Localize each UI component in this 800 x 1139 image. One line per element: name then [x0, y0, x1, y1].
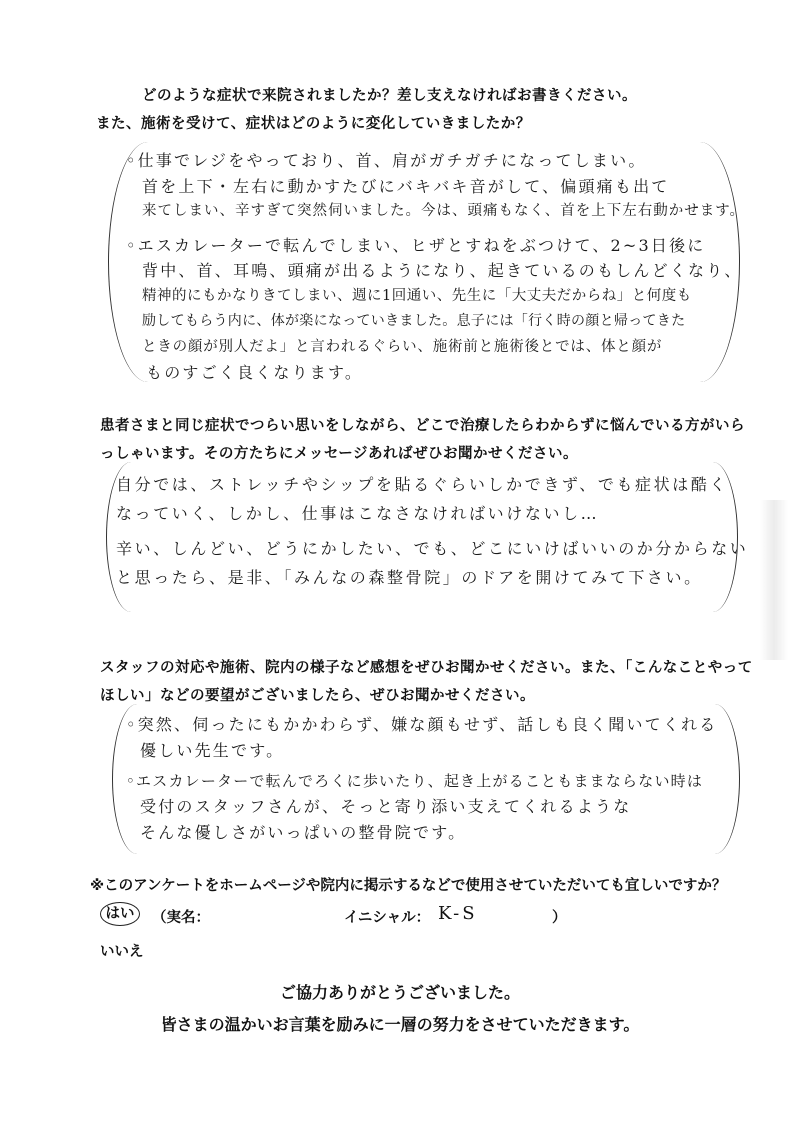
question-message-line1: 患者さまと同じ症状でつらい思いをしながら、どこで治療したらわからずに悩んでいる方がいら	[100, 418, 745, 434]
answer-line: 来てしまい、辛すぎて突然伺いました。今は、頭痛もなく、首を上下左右動かせます。	[142, 203, 746, 219]
question-symptoms-line2: また、施術を受けて、症状はどのように変化していきましたか？	[96, 116, 531, 132]
realname-label: （実名：	[152, 910, 210, 926]
consent-yes-circled[interactable]: はい	[100, 902, 140, 926]
answer-line: 優しい先生です。	[140, 741, 285, 760]
answer-line: 背中、首、耳鳴、頭痛が出るようになり、起きているのもしんどくなり、	[142, 261, 743, 280]
answer-line: と思ったら、是非、「みんなの森整骨院」のドアを開けてみて下さい。	[116, 568, 703, 587]
answer-feedback	[126, 712, 717, 846]
consent-no[interactable]: いいえ	[100, 944, 144, 960]
answer-line: ◦突然、伺ったにもかかわらず、嫌な顔もせず、話しも良く聞いてくれる	[126, 715, 718, 734]
close-paren: ）	[552, 910, 567, 926]
answer-line: 受付のスタッフさんが、そっと寄り添い支えてくれるような	[140, 797, 632, 816]
initial-label: イニシャル：	[344, 910, 431, 926]
question-feedback-line2: ほしい」などの要望がございましたら、ぜひお聞かせください。	[100, 688, 535, 704]
question-message-line2: っしゃいます。その方たちにメッセージあればぜひお聞かせください。	[100, 446, 578, 462]
question-symptoms-line1: どのような症状で来院されましたか？差し支えなければお書きください。	[142, 88, 637, 104]
question-feedback	[100, 654, 753, 710]
answer-line: ◦仕事でレジをやっており、首、肩がガチガチになってしまい。	[126, 151, 647, 170]
initial-value: K-S	[438, 903, 478, 924]
answer-line: ときの顔が別人だよ」と言われるぐらい、施術前と施術後とでは、体と顔が	[142, 338, 663, 355]
answer-symptoms	[126, 148, 745, 386]
question-feedback-line1: スタッフの対応や施術、院内の様子など感想をぜひお聞かせください。また、「こんなことやって	[100, 660, 753, 676]
answer-line: 自分では、ストレッチやシップを貼るぐらいしかできず、でも症状は酷く	[116, 475, 729, 494]
answer-line: ものすごく良くなります。	[146, 363, 364, 382]
consent-question: ※このアンケートをホームページや院内に掲示するなどで使用させていただいても宜しいですか？	[90, 878, 727, 894]
answer-line: 励してもらう内に、体が楽になっていきました。息子には「行く時の顔と帰ってきた	[142, 313, 686, 329]
answer-line: なっていく、しかし、仕事はこなさなければいけないし…	[116, 504, 600, 523]
question-message	[100, 412, 745, 468]
answer-message	[116, 470, 748, 592]
answer-line: 首を上下・左右に動かすたびにバキバキ音がして、偏頭痛も出て	[142, 176, 670, 196]
thanks-line2: 皆さまの温かいお言葉を励みに一層の努力をさせていただきます。	[160, 1015, 640, 1034]
scan-shadow	[760, 500, 788, 660]
answer-line: ◦エスカレーターで転んでろくに歩いたり、起き上がることもままならない時は	[126, 772, 704, 790]
answer-line: 辛い、しんどい、どうにかしたい、でも、どこにいけばいいのか分からない	[116, 539, 749, 558]
thanks-line1: ご協力ありがとうございました。	[279, 983, 520, 1002]
answer-line: そんな優しさがいっぱいの整骨院です。	[140, 823, 467, 842]
question-symptoms	[96, 82, 736, 138]
answer-line: ◦エスカレーターで転んでしまい、ヒザとすねをぶつけて、2~3日後に	[126, 235, 706, 255]
answer-line: 精神的にもかなりきてしまい、週に1回通い、先生に「大丈夫だからね」と何度も	[142, 287, 692, 304]
